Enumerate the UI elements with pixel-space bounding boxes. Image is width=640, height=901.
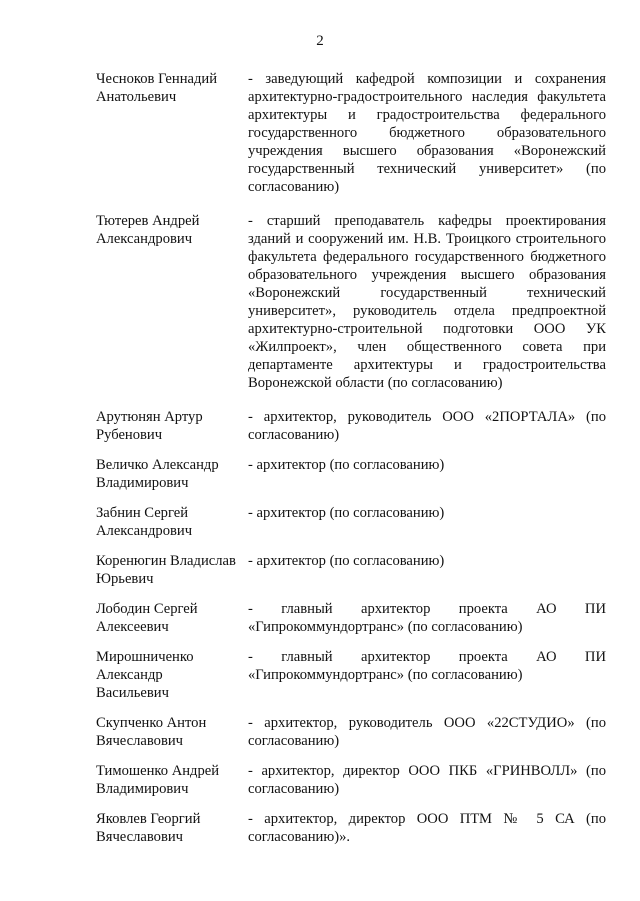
member-entry <box>96 456 606 492</box>
member-name: Величко Александр Владимирович <box>96 457 219 491</box>
member-description: - архитектор (по согласованию) <box>248 553 445 569</box>
member-name: Тютерев Андрей Александрович <box>96 213 200 247</box>
member-description: - старший преподаватель кафедры проектирования зданий и сооружений им. Н.В. Троицкого строительного факультета федерального государственного бюджетного образовательного учреждения высшего образования «Воронежский государственный технический университет», руководитель отдела предпроектной архитектурно-строительной подготовки ООО УК «Жилпроект», член общественного совета при департаменте архитектуры и градостроительства Воронежской области (по согласованию) <box>248 213 606 391</box>
member-entry <box>96 408 606 444</box>
member-entry <box>96 70 606 196</box>
member-description: - архитектор, директор ООО ПКБ «ГРИНВОЛЛ» (по согласованию) <box>248 763 606 797</box>
member-name: Скупченко Антон Вячеславович <box>96 715 207 749</box>
member-name: Тимошенко Андрей Владимирович <box>96 763 220 797</box>
member-description: - архитектор, руководитель ООО «2ПОРТАЛА» (по согласованию) <box>248 409 606 443</box>
member-description: - главный архитектор проекта АО ПИ «Гипрокоммундортранс» (по согласованию) <box>248 601 606 635</box>
member-description: - архитектор, руководитель ООО «22СТУДИО» (по согласованию) <box>248 715 606 749</box>
member-name: Коренюгин Владислав Юрьевич <box>96 553 236 587</box>
member-name: Арутюнян Артур Рубенович <box>96 409 203 443</box>
member-entry <box>96 714 606 750</box>
member-name: Мирошниченко Александр Васильевич <box>96 649 194 701</box>
member-entry <box>96 504 606 540</box>
member-entry <box>96 810 606 846</box>
committee-member-list <box>96 70 606 846</box>
member-description: - главный архитектор проекта АО ПИ «Гипрокоммундортранс» (по согласованию) <box>248 649 606 683</box>
member-name: Лободин Сергей Алексеевич <box>96 601 198 635</box>
member-entry <box>96 212 606 392</box>
member-description: - заведующий кафедрой композиции и сохранения архитектурно-градостроительного наследия факультета архитектуры и градостроительства федерального государственного бюджетного образовательного учреждения высшего образования «Воронежский государственный технический университет» (по согласованию) <box>248 71 606 195</box>
member-entry <box>96 600 606 636</box>
member-entry <box>96 762 606 798</box>
member-description: - архитектор, директор ООО ПТМ № 5 СА (по согласованию)». <box>248 811 606 845</box>
member-name: Чесноков Геннадий Анатольевич <box>96 71 218 105</box>
member-description: - архитектор (по согласованию) <box>248 505 445 521</box>
member-entry <box>96 648 606 702</box>
member-description: - архитектор (по согласованию) <box>248 457 445 473</box>
member-name: Забнин Сергей Александрович <box>96 505 193 539</box>
page-number: 2 <box>316 33 324 49</box>
member-entry <box>96 552 606 588</box>
member-name: Яковлев Георгий Вячеславович <box>96 811 201 845</box>
